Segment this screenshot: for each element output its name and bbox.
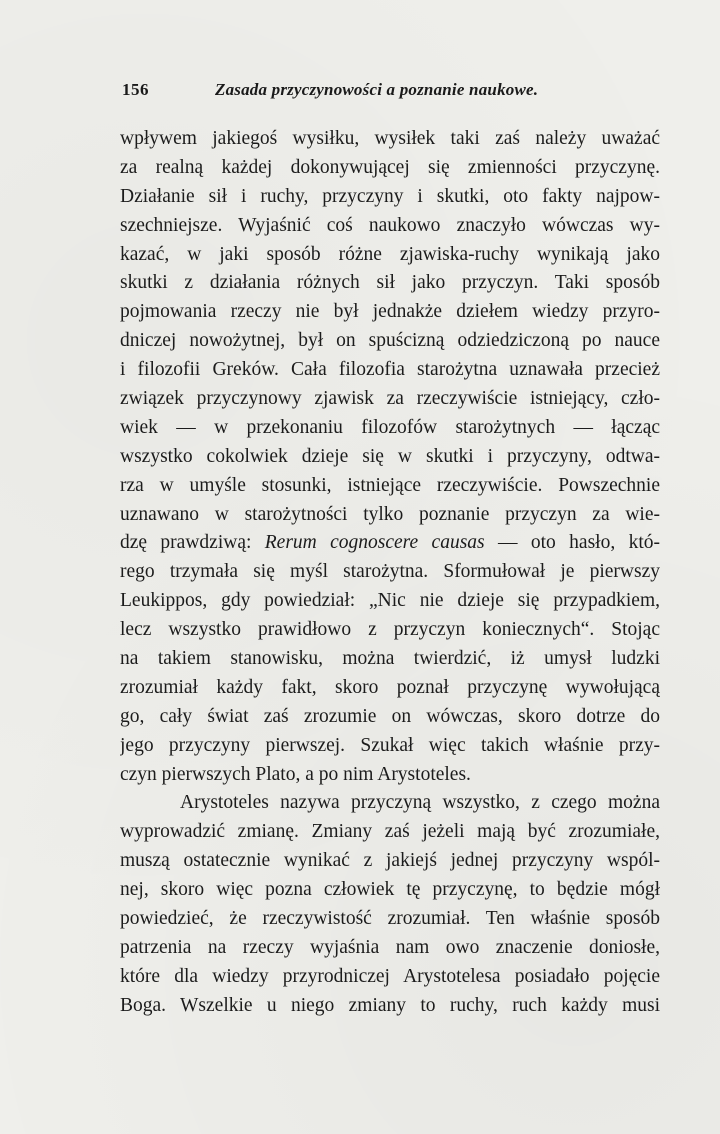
text-line: pojmowania rzeczy nie był jednakże dziełem wiedzy przyro- [120,301,660,323]
text-line: patrzenia na rzeczy wyjaśnia nam owo znaczenie doniosłe, [120,936,660,958]
text-line: za realną każdej dokonywującej się zmienności przyczynę. [120,156,660,178]
text-line: wyprowadzić zmianę. Zmiany zaś jeżeli mają być zrozumiałe, [120,821,660,843]
text-line: Działanie sił i ruchy, przyczyny i skutki, oto fakty najpow- [120,185,660,207]
latin-quote: Rerum cognoscere causas [264,532,485,554]
text-fragment: — oto hasło, któ- [484,532,660,554]
text-line: zrozumiał każdy fakt, skoro poznał przyczynę wywołującą [120,676,660,698]
paragraph-end-line: czyn pierwszych Plato, a po nim Arystoteles. [120,763,471,785]
text-line: lecz wszystko prawidłowo z przyczyn koniecznych“. Stojąc [120,619,660,641]
text-line: Boga. Wszelkie u niego zmiany to ruchy, ruch każdy musi [120,994,660,1016]
text-line: muszą ostatecznie wynikać z jakiejś jednej przyczyny wspól- [120,850,660,872]
text-line: i filozofii Greków. Cała filozofia starożytna uznawała przecież [120,359,660,381]
running-title: Zasada przyczynowości a poznanie naukowe. [215,80,539,99]
text-line: powiedzieć, że rzeczywistość zrozumiał. Ten właśnie sposób [120,908,660,930]
text-line: rego trzymała się myśl starożytna. Sformułował je pierwszy [120,561,660,583]
paragraph-start-line: Arystoteles nazywa przyczyną wszystko, z czego można [180,792,660,814]
text-line: go, cały świat zaś zrozumie on wówczas, skoro dotrze do [120,705,660,727]
text-fragment: dzę prawdziwą: [120,532,265,554]
text-line: na takiem stanowisku, można twierdzić, iż umysł ludzki [120,648,660,670]
text-line: jego przyczyny pierwszej. Szukał więc takich właśnie przy- [120,734,660,756]
text-line-with-latin-quote [120,529,660,558]
text-line: dniczej nowożytnej, był on spuścizną odziedziczoną po nauce [120,330,660,352]
text-line: wpływem jakiegoś wysiłku, wysiłek taki zaś należy uważać [120,128,660,149]
body-text [120,125,660,1021]
text-line: wiek — w przekonaniu filozofów starożytnych — łącząc [120,416,660,438]
page-number: 156 [122,80,149,99]
text-line: skutki z działania różnych sił jako przyczyn. Taki sposób [120,272,660,294]
page-header [122,80,642,106]
text-line: wszystko cokolwiek dzieje się w skutki i przyczyny, odtwa- [120,445,660,467]
text-line: kazać, w jaki sposób różne zjawiska-ruchy wynikają jako [120,243,660,265]
text-line: które dla wiedzy przyrodniczej Arystotelesa posiadało pojęcie [120,965,660,987]
text-line: uznawano w starożytności tylko poznanie przyczyn za wie- [120,503,660,525]
text-line: szechniejsze. Wyjaśnić coś naukowo znaczyło wówczas wy- [120,214,660,236]
text-line: rza w umyśle stosunki, istniejące rzeczywiście. Powszechnie [120,474,660,496]
text-line: nej, skoro więc pozna człowiek tę przyczynę, to będzie mógł [120,879,660,901]
text-line: związek przyczynowy zjawisk za rzeczywiście istniejący, czło- [120,388,660,410]
text-line: Leukippos, gdy powiedział: „Nic nie dzieje się przypadkiem, [120,590,660,612]
